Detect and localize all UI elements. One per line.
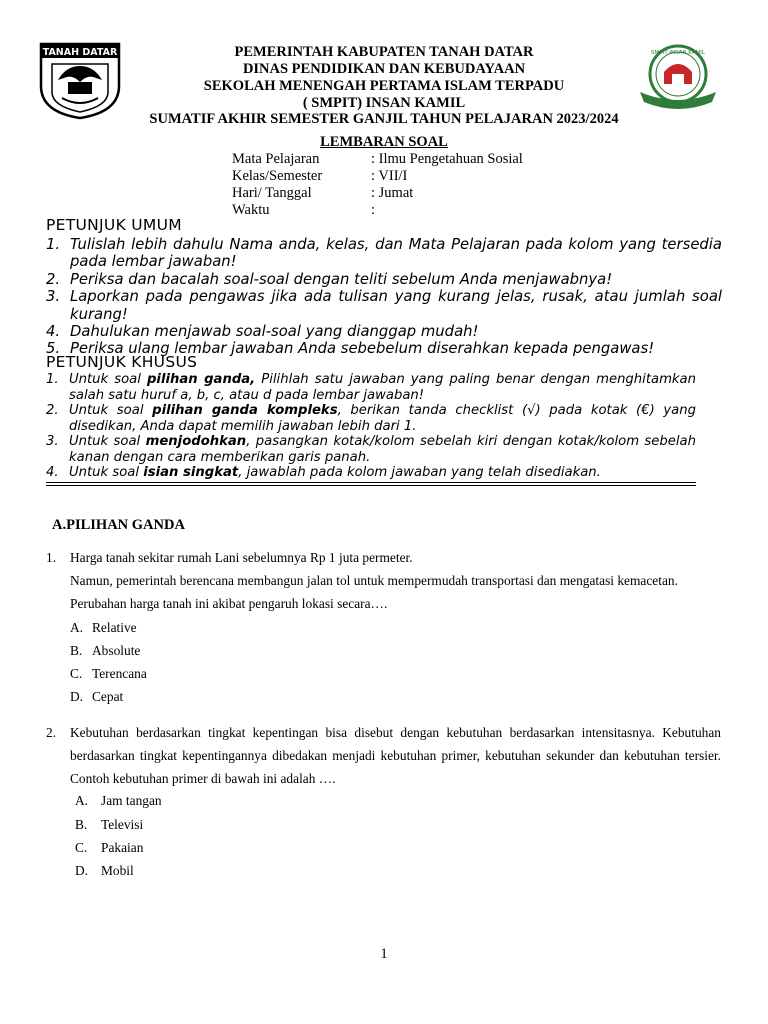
- section-heading: A.PILIHAN GANDA: [52, 517, 185, 533]
- item-text: [69, 372, 696, 403]
- logo-left-label: TANAH DATAR: [42, 47, 118, 58]
- item-number: 1.: [46, 372, 59, 387]
- item-text: Tulislah lebih dahulu Nama anda, kelas, dan Mata Pelajaran pada kolom yang tersedia pada lembar jawaban!: [70, 236, 722, 271]
- divider-line: [46, 485, 696, 486]
- logo-right-label: SMPIT INSAN KAMIL: [651, 50, 705, 56]
- item-number: 5.: [46, 340, 61, 358]
- info-row-day: [232, 185, 413, 202]
- header-line-5: SUMATIF AKHIR SEMESTER GANJIL TAHUN PELAJARAN 2023/2024: [149, 111, 619, 127]
- list-item: [46, 323, 722, 340]
- item-text: Dahulukan menjawab soal-soal yang dianggap mudah!: [70, 323, 479, 341]
- item-text: Periksa ulang lembar jawaban Anda sebebelum diserahkan kepada pengawas!: [70, 340, 655, 358]
- option-text: Cepat: [92, 689, 124, 704]
- page-title: LEMBARAN SOAL: [320, 134, 448, 150]
- item-text-post: , jawablah pada kolom jawaban yang telah disediakan.: [238, 465, 601, 480]
- question-number: 2.: [46, 725, 57, 740]
- petunjuk-khusus-heading: PETUNJUK KHUSUS: [46, 353, 198, 371]
- item-number: 4.: [46, 465, 59, 480]
- question-1-text: [70, 546, 721, 615]
- option-b: [70, 643, 140, 659]
- option-letter: A.: [75, 793, 89, 808]
- list-item: [46, 465, 696, 481]
- question-2-text: Kebutuhan berdasarkan tingkat kepentingan bisa disebut dengan kebutuhan berdasarkan intensitasnya. Kebutuhan berdasarkan tingkat kepentingannya dibedakan menjadi kebutuhan primer, kebutuhan sekunder dan kebutuhan tersier. Contoh kebutuhan primer di bawah ini adalah ….: [70, 725, 721, 786]
- question-number: 1.: [46, 550, 57, 565]
- option-text: Terencana: [92, 666, 147, 681]
- item-text-pre: Untuk soal: [69, 434, 146, 449]
- item-number: 2.: [46, 403, 59, 418]
- question-line: Namun, pemerintah berencana membangun jalan tol untuk mempermudah transportasi dan mengatasi kemacetan.: [70, 573, 678, 588]
- item-text-bold: pilihan ganda,: [146, 372, 256, 387]
- question-line: Perubahan harga tanah ini akibat pengaruh lokasi secara….: [70, 596, 388, 611]
- list-item: [46, 236, 722, 271]
- item-text: Periksa dan bacalah soal-soal dengan teliti sebelum Anda menjawabnya!: [70, 270, 613, 288]
- item-text-post: , berikan tanda checklist (√) pada kotak (€) yang disedikan, Anda dapat memilih jawaban lebih dari 1.: [69, 403, 696, 434]
- item-text-bold: pilihan ganda kompleks: [152, 403, 338, 418]
- item-number: 2.: [46, 270, 61, 288]
- option-text: Televisi: [101, 817, 144, 832]
- list-item: [46, 288, 722, 323]
- option-c: [75, 840, 143, 856]
- option-letter: B.: [70, 643, 83, 658]
- option-letter: D.: [70, 689, 84, 704]
- option-a: [75, 793, 162, 809]
- header-line-1: PEMERINTAH KABUPATEN TANAH DATAR: [234, 44, 534, 60]
- info-row-subject: [232, 151, 523, 168]
- option-text: Absolute: [92, 643, 141, 658]
- item-text-pre: Untuk soal: [69, 403, 153, 418]
- option-text: Jam tangan: [101, 793, 162, 808]
- divider-line: [46, 482, 696, 483]
- item-number: 3.: [46, 434, 59, 449]
- info-label: Waktu: [232, 202, 270, 218]
- info-value: :: [371, 202, 376, 218]
- list-item: [46, 372, 696, 403]
- option-text: Relative: [92, 620, 137, 635]
- info-value: : Jumat: [371, 185, 414, 201]
- option-text: Pakaian: [101, 840, 144, 855]
- header-line-4: ( SMPIT) INSAN KAMIL: [302, 95, 466, 111]
- option-c: [70, 666, 147, 682]
- item-text-pre: Untuk soal: [69, 372, 147, 387]
- item-text: [69, 434, 696, 465]
- item-number: 3.: [46, 288, 61, 306]
- option-d: [75, 863, 134, 879]
- petunjuk-khusus-list: [46, 372, 696, 481]
- option-a: [70, 620, 137, 636]
- list-item: [46, 271, 722, 288]
- info-label: Hari/ Tanggal: [232, 185, 312, 201]
- header-line-2: DINAS PENDIDIKAN DAN KEBUDAYAAN: [242, 61, 526, 77]
- info-label: Mata Pelajaran: [232, 151, 320, 167]
- header-line-3: SEKOLAH MENENGAH PERTAMA ISLAM TERPADU: [203, 78, 565, 94]
- option-letter: D.: [75, 863, 89, 878]
- option-letter: C.: [70, 666, 83, 681]
- question-line: Harga tanah sekitar rumah Lani sebelumnya Rp 1 juta permeter.: [70, 550, 413, 565]
- list-item: [46, 403, 696, 434]
- item-text: [69, 465, 696, 481]
- item-number: 4.: [46, 323, 61, 341]
- item-text-bold: isian singkat: [143, 465, 239, 480]
- item-text-pre: Untuk soal: [69, 465, 144, 480]
- petunjuk-umum-heading: PETUNJUK UMUM: [46, 216, 182, 234]
- option-letter: A.: [70, 620, 84, 635]
- option-text: Mobil: [101, 863, 134, 878]
- item-text-post: Pilihlah satu jawaban yang paling benar dengan menghitamkan salah satu huruf a, b, c, atau d pada lembar jawaban!: [69, 372, 696, 403]
- item-number: 1.: [46, 236, 61, 253]
- item-text-bold: menjodohkan: [145, 434, 247, 449]
- option-letter: C.: [75, 840, 88, 855]
- info-value: : Ilmu Pengetahuan Sosial: [371, 151, 523, 167]
- item-text-post: , pasangkan kotak/kolom sebelah kiri dengan kotak/kolom sebelah kanan dengan cara memberikan garis panah.: [69, 434, 696, 465]
- item-text: Laporkan pada pengawas jika ada tulisan yang kurang jelas, rusak, atau jumlah soal kurang!: [70, 288, 722, 323]
- info-value: : VII/I: [371, 168, 408, 184]
- option-d: [70, 689, 123, 705]
- info-label: Kelas/Semester: [232, 168, 323, 184]
- page-number: 1: [380, 946, 388, 962]
- info-row-class: [232, 168, 407, 185]
- option-letter: B.: [75, 817, 88, 832]
- info-row-time: [232, 202, 375, 219]
- option-b: [75, 817, 143, 833]
- list-item: [46, 434, 696, 465]
- petunjuk-umum-list: [46, 236, 722, 358]
- item-text: [69, 403, 696, 434]
